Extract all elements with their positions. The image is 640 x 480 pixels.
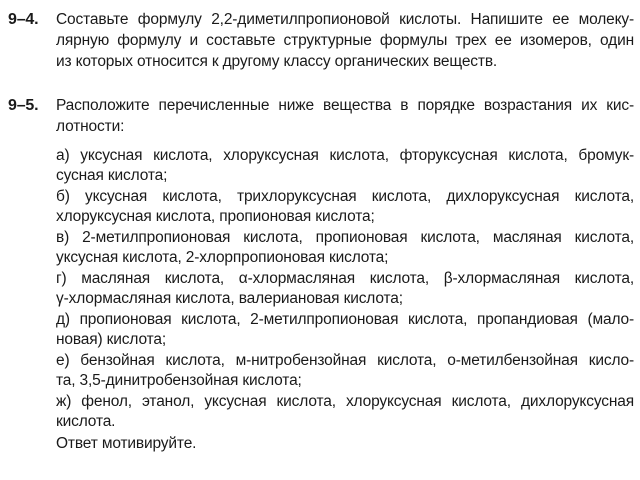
list-item-line: та, 3,5-динитробензойная кислота; [56,372,302,389]
problem-text-line: лотности: [56,118,125,135]
list-item-line: хлоруксусная кислота, пропионовая кислота; [56,208,375,225]
list-item-line: уксусная кислота, 2-хлорпропионовая кислота; [56,249,389,266]
list-item-line: кислота. [56,413,116,430]
problem-number: 9–4. [8,11,39,28]
list-item-line: сусная кислота; [56,167,168,184]
list-item-line: γ-хлормасляная кислота, валериановая кислота; [56,290,403,307]
list-item-line: е) бензойная кислота, м-нитробензойная кислота, о-метилбензойная кисло- [56,352,634,369]
problem-number: 9–5. [8,97,39,114]
list-item-line: новая) кислота; [56,331,167,348]
problem-text-line: лярную формулу и составьте структурные формулы трех ее изомеров, один [56,32,634,49]
problem-text-line: Составьте формулу 2,2-диметилпропионовой кислоты. Напишите ее молеку- [56,11,634,28]
list-item-line: г) масляная кислота, α-хлормасляная кислота, β-хлормасляная кислота, [56,270,634,287]
problem-footer: Ответ мотивируйте. [56,435,197,452]
problem-text-line: Расположите перечисленные ниже вещества в порядке возрастания их кис- [56,97,634,114]
list-item-line: д) пропионовая кислота, 2-метилпропионовая кислота, пропандиовая (мало- [56,311,634,328]
list-item-line: ж) фенол, этанол, уксусная кислота, хлоруксусная кислота, дихлоруксусная [56,393,634,410]
list-item-line: в) 2-метилпропионовая кислота, пропионовая кислота, масляная кислота, [56,229,634,246]
list-item-line: б) уксусная кислота, трихлоруксусная кислота, дихлоруксусная кислота, [56,188,634,205]
problem-text-line: из которых относится к другому классу органических веществ. [56,53,498,70]
list-item-line: а) уксусная кислота, хлоруксусная кислота, фторуксусная кислота, бромук- [56,147,634,164]
